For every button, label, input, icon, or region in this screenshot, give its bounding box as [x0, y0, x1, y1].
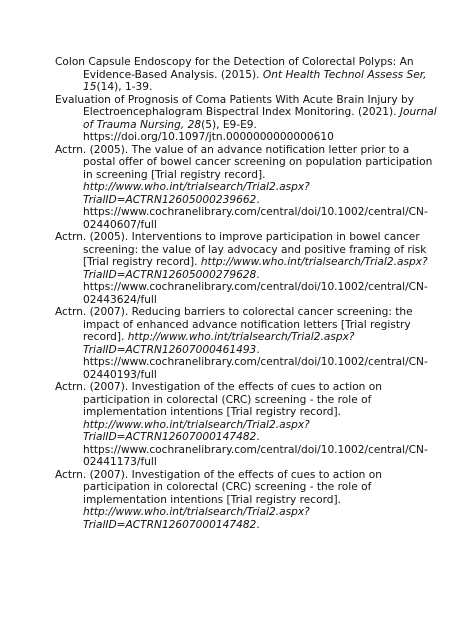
reference-text: . https://www.cochranelibrary.com/central/doi/10.1002/central/CN-02441173/full: [83, 431, 428, 468]
reference-text: Actrn. (2007). Reducing barriers to colorectal cancer screening: the impact of enhanced advance notification letters [Trial registry record].: [55, 306, 413, 343]
reference-text: Evaluation of Prognosis of Coma Patients With Acute Brain Injury by Electroencephalogram Bispectral Index Monitoring. (2021).: [55, 93, 415, 118]
journal-title: Ont Health Technol Assess Ser, 15: [83, 68, 427, 93]
reference-entry: [55, 144, 443, 232]
reference-text: . https://www.cochranelibrary.com/central/doi/10.1002/central/CN-02440607/full: [83, 193, 428, 231]
reference-text: Actrn. (2005). Interventions to improve participation in bowel cancer screening: the value of lay advocacy and positive framing of risk [Trial registry record].: [55, 231, 427, 268]
reference-text: (14), 1-39.: [96, 81, 153, 93]
reference-text: (5), E9-E9. https://doi.org/10.1097/jtn.0000000000000610: [83, 118, 334, 143]
reference-entry: [55, 469, 443, 532]
reference-entry: [55, 94, 443, 144]
reference-text: . https://www.cochranelibrary.com/central/doi/10.1002/central/CN-02443624/full: [83, 268, 428, 306]
journal-title: Journal of Trauma Nursing, 28: [83, 106, 437, 131]
reference-text: Actrn. (2005). The value of an advance notification letter prior to a postal offer of bowel cancer screening on population participation in screening [Trial registry record].: [55, 143, 433, 181]
reference-entry: [55, 56, 443, 94]
reference-text: Actrn. (2007). Investigation of the effects of cues to action on participation in colorectal (CRC) screening - the role of implementation intentions [Trial registry record].: [55, 381, 382, 418]
trial-link: http://www.who.int/trialsearch/Trial2.aspx?TrialID=ACTRN12605000239662: [83, 181, 310, 206]
trial-link: http://www.who.int/trialsearch/Trial2.aspx?TrialID=ACTRN12607000461493: [83, 331, 355, 356]
reference-entry: [55, 381, 443, 469]
trial-link: http://www.who.int/trialsearch/Trial2.aspx?TrialID=ACTRN12607000147482: [83, 418, 310, 443]
reference-entry: [55, 306, 443, 381]
reference-text: Colon Capsule Endoscopy for the Detection of Colorectal Polyps: An Evidence-Based Analysis. (2015).: [55, 56, 414, 81]
reference-entry: [55, 231, 443, 306]
reference-text: .: [256, 518, 260, 531]
trial-link: http://www.who.int/trialsearch/Trial2.aspx?TrialID=ACTRN12607000147482: [83, 506, 310, 531]
reference-text: Actrn. (2007). Investigation of the effects of cues to action on participation in colorectal (CRC) screening - the role of implementation intentions [Trial registry record].: [55, 468, 382, 506]
reference-list: [55, 56, 443, 531]
reference-text: . https://www.cochranelibrary.com/central/doi/10.1002/central/CN-02440193/full: [83, 343, 428, 381]
trial-link: http://www.who.int/trialsearch/Trial2.aspx?TrialID=ACTRN12605000279628: [83, 256, 428, 281]
